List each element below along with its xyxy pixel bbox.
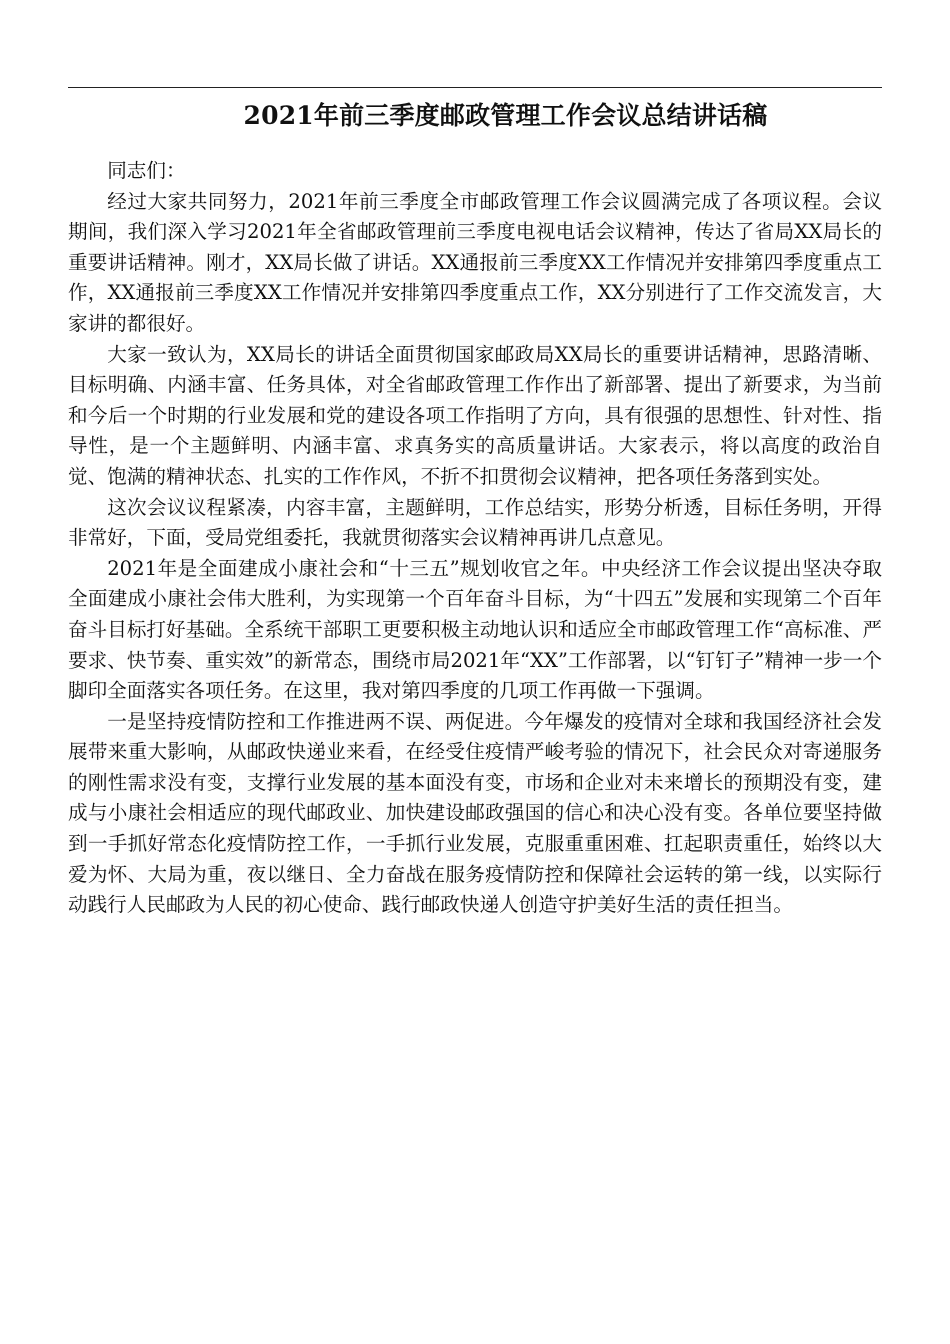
document-body (68, 156, 882, 921)
document-title: 2021年前三季度邮政管理工作会议总结讲话稿 (243, 101, 768, 130)
body-paragraph: 一是坚持疫情防控和工作推进两不误、两促进。今年爆发的疫情对全球和我国经济社会发展带来重大影响，从邮政快递业来看，在经受住疫情严峻考验的情况下，社会民众对寄递服务的刚性需求没有变，支撑行业发展的基本面没有变，市场和企业对未来增长的预期没有变，建成与小康社会相适应的现代邮政业、加快建设邮政强国的信心和决心没有变。各单位要坚持做到一手抓好常态化疫情防控工作，一手抓行业发展，克服重重困难、扛起职责重任，始终以大爱为怀、大局为重，夜以继日、全力奋战在服务疫情防控和保障社会运转的第一线，以实际行动践行人民邮政为人民的初心使命、践行邮政快递人创造守护美好生活的责任担当。 (68, 709, 882, 917)
body-paragraph: 这次会议议程紧凑，内容丰富，主题鲜明，工作总结实，形势分析透，目标任务明，开得非常好，下面，受局党组委托，我就贯彻落实会议精神再讲几点意见。 (68, 495, 882, 550)
body-paragraph: 大家一致认为，XX局长的讲话全面贯彻国家邮政局XX局长的重要讲话精神，思路清晰、目标明确、内涵丰富、任务具体，对全省邮政管理工作作出了新部署、提出了新要求，为当前和今后一个时期的行业发展和党的建设各项工作指明了方向，具有很强的思想性、针对性、指导性，是一个主题鲜明、内涵丰富、求真务实的高质量讲话。大家表示，将以高度的政治自觉、饱满的精神状态、扎实的工作作风，不折不扣贯彻会议精神，把各项任务落到实处。 (68, 342, 882, 488)
body-paragraph: 经过大家共同努力，2021年前三季度全市邮政管理工作会议圆满完成了各项议程。会议期间，我们深入学习2021年全省邮政管理前三季度电视电话会议精神，传达了省局XX局长的重要讲话精神。刚才，XX局长做了讲话。XX通报前三季度XX工作情况并安排第四季度重点工作，XX通报前三季度XX工作情况并安排第四季度重点工作，XX分别进行了工作交流发言，大家讲的都很好。 (68, 189, 882, 335)
header-rule (68, 87, 882, 88)
body-paragraph: 2021年是全面建成小康社会和“十三五”规划收官之年。中央经济工作会议提出坚决夺取全面建成小康社会伟大胜利，为实现第一个百年奋斗目标，为“十四五”发展和实现第二个百年奋斗目标打好基础。全系统干部职工更要积极主动地认识和适应全市邮政管理工作“高标准、严要求、快节奏、重实效”的新常态，围绕市局2021年“XX”工作部署，以“钉钉子”精神一步一个脚印全面落实各项任务。在这里，我对第四季度的几项工作再做一下强调。 (68, 556, 882, 703)
salutation-paragraph: 同志们： (107, 159, 186, 182)
